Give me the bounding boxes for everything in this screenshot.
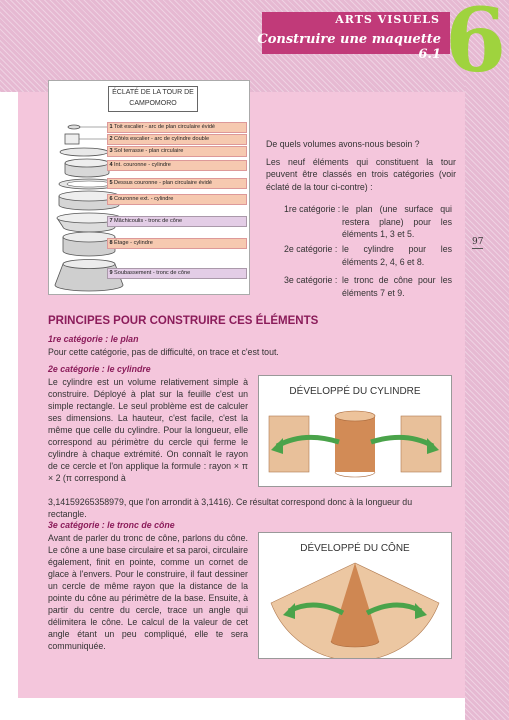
cat2-heading: 2e catégorie : le cylindre xyxy=(48,364,151,374)
cat2-text: Le cylindre est un volume relativement simple à construire. Déployé à plat sur la feuille c'est un simple rectangle. Le seul problème est de calculer ses dimensions. La hauteur, c'est facile, c'est la même que celle du cylindre. Pour la longueur, elle correspond au périmètre du cercle qui ferme le cylindre à chaque extrémité. On connaît le rayon de ce cercle et l'on applique la formule : rayon × π × 2 (π correspond à xyxy=(48,377,248,483)
diagram-title: ÉCLATÉ DE LA TOUR DE CAMPOMORO xyxy=(108,86,198,112)
category-1-text: le plan (une surface qui restera plane) pour les éléments 1, 3 et 5. xyxy=(342,204,452,239)
category-3-text: le tronc de cône pour les éléments 7 et 9. xyxy=(342,275,452,298)
chapter-subtitle: Construire une maquette 6.1 xyxy=(257,32,441,62)
diagram-label-4: 4Int. couronne - cylindre xyxy=(107,160,247,171)
right-margin-band xyxy=(465,0,509,720)
diagram-label-7: 7Mâchicoulis - tronc de cône xyxy=(107,216,247,227)
diagram-label-8: 8Étage - cylindre xyxy=(107,238,247,249)
category-3-label: 3e catégorie : xyxy=(284,275,338,285)
cone-development-figure xyxy=(258,532,452,659)
diagram-label-3: 3Sol terrasse - plan circulaire xyxy=(107,146,247,157)
intro-paragraph: Les neuf éléments qui constituent la tour peuvent être classés en trois catégories (voir éclaté de la tour ci-contre) : xyxy=(266,156,456,192)
series-title: ARTS VISUELS xyxy=(335,13,440,26)
category-2-label: 2e catégorie : xyxy=(284,244,338,254)
cat1-text: Pour cette catégorie, pas de difficulté, on trace et c'est tout. xyxy=(48,347,279,357)
cat3-heading: 3e catégorie : le tronc de cône xyxy=(48,520,175,530)
category-2-text: le cylindre pour les éléments 2, 4, 6 et 8. xyxy=(342,244,452,267)
chapter-number: 6 xyxy=(445,0,507,92)
intro-question: De quels volumes avons-nous besoin ? xyxy=(266,139,420,149)
diagram-label-9: 9Soubassement - tronc de cône xyxy=(107,268,247,279)
intro-block xyxy=(266,138,456,198)
cylinder-development-figure xyxy=(258,375,452,487)
diagram-label-6: 6Couronne ext. - cylindre xyxy=(107,194,247,205)
diagram-label-2: 2Côtés escalier - arc de cylindre double xyxy=(107,134,247,145)
diagram-label-1: 1Toit escalier - arc de plan circulaire évidé xyxy=(107,122,247,133)
section-title: PRINCIPES POUR CONSTRUIRE CES ÉLÉMENTS xyxy=(48,315,319,327)
category-1-label: 1re catégorie : xyxy=(284,204,341,214)
page-number: 97 xyxy=(472,237,484,247)
cat2-text-end: 3,14159265358979, que l'on arrondit à 3,1416). Ce résultat correspond donc à la longueur du rectangle. xyxy=(48,497,413,519)
diagram-label-5: 5Dessus couronne - plan circulaire évidé xyxy=(107,178,247,189)
cone-figure-title: DÉVELOPPÉ DU CÔNE xyxy=(300,543,410,554)
cylinder-drawing xyxy=(259,376,451,486)
cat1-heading: 1re catégorie : le plan xyxy=(48,334,139,344)
cylinder-figure-title: DÉVELOPPÉ DU CYLINDRE xyxy=(289,386,421,397)
cat3-text: Avant de parler du tronc de cône, parlons du cône. Le cône a une base circulaire et sa paroi, circulaire également, finit en pointe, comme un cornet de glace à l'envers. Pour le construire, il faut dessiner un cercle de même rayon que la distance de la pointe du cône au périmètre de la base. Ensuite, à partir du centre du cercle, trace un angle qui délimitera le cône. Le calcul de la valeur de cet angle étant un peu compliqué, elle te sera communiquée. xyxy=(48,533,248,651)
cone-drawing xyxy=(259,533,451,658)
